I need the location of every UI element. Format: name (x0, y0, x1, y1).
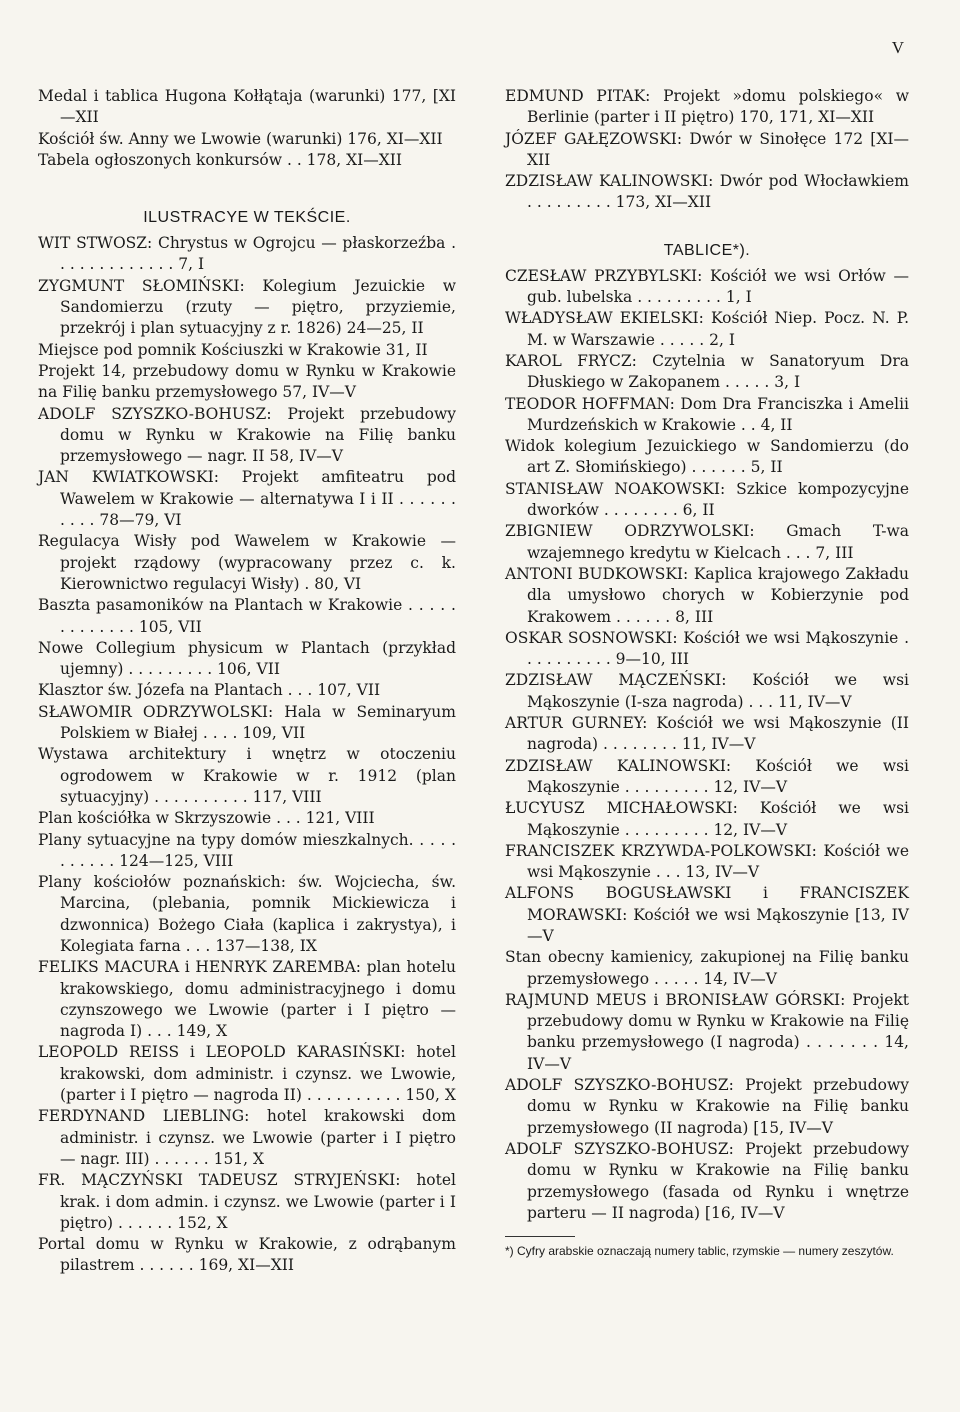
plate-entry: ADOLF SZYSZKO-BOHUSZ: Projekt przebudowy domu w Rynku w Krakowie na Filię banku przemysłowego (II nagroda) [15, IV—V (505, 1076, 909, 1137)
plate-entry: ZBIGNIEW ODRZYWOLSKI: Gmach T-wa wzajemnego kredytu w Kielcach . . . 7, III (505, 522, 909, 562)
plate-entry: KAROL FRYCZ: Czytelnia w Sanatoryum Dra Dłuskiego w Zakopanem . . . . . 3, I (505, 351, 909, 392)
illustration-entry: Miejsce pod pomnik Kościuszki w Krakowie 31, II (38, 340, 428, 359)
illustration-entry: JAN KWIATKOWSKI: Projekt amfiteatru pod Wawelem w Krakowie — alternatywa I i II . . . . . . . . . . 78—79, VI (38, 468, 456, 530)
illustrations-heading: ILUSTRACYE W TEKŚCIE. (143, 209, 351, 227)
illustration-entry: Nowe Collegium physicum w Plantach (przykład ujemny) . . . . . . . . . 106, VII (38, 638, 456, 679)
plate-entry: ALFONS BOGUSŁAWSKI i FRANCISZEK MORAWSKI: Kościół we wsi Mąkoszynie [13, IV—V (505, 884, 909, 945)
illustration-entry: JÓZEF GAŁĘZOWSKI: Dwór w Sinołęce 172 [XI—XII (505, 129, 909, 169)
illustration-entry: Baszta pasamoników na Plantach w Krakowie . . . . . . . . . . . . . 105, VII (38, 596, 456, 636)
illustration-entry: Plany sytuacyjne na typy domów mieszkalnych. . . . . . . . . . . 124—125, VIII (38, 830, 456, 870)
illustration-entry: FR. MĄCZYŃSKI TADEUSZ STRYJEŃSKI: hotel krak. i dom admin. i czynsz. we Lwowie (parter i I piętro) . . . . . . 152, X (38, 1171, 456, 1232)
plates-heading: TABLICE*). (663, 241, 751, 259)
illustration-entry: Portal domu w Rynku w Krakowie, z odrąbanym pilastrem . . . . . . 169, XI—XII (38, 1235, 456, 1275)
footnote: *) Cyfry arabskie oznaczają numery tablic, rzymskie — numery zeszytów. (505, 1244, 894, 1259)
index-entry: Kościół św. Anny we Lwowie (warunki) 176, XI—XII (38, 129, 443, 148)
plate-entry: ADOLF SZYSZKO-BOHUSZ: Projekt przebudowy domu w Rynku w Krakowie na Filię banku przemysłowego (fasada od Rynku i wnętrze parteru — II nagroda) [16, IV—V (505, 1139, 909, 1222)
plate-entry: STANISŁAW NOAKOWSKI: Szkice kompozycyjne dworków . . . . . . . . 6, II (505, 479, 909, 520)
illustration-entry: EDMUND PITAK: Projekt »domu polskiego« w Berlinie (parter i II piętro) 170, 171, XI—XII (505, 87, 909, 127)
plate-entry: ŁUCYUSZ MICHAŁOWSKI: Kościół we wsi Mąkoszynie . . . . . . . . . 12, IV—V (505, 799, 909, 839)
plate-entry: CZESŁAW PRZYBYLSKI: Kościół we wsi Orłów — gub. lubelska . . . . . . . . . 1, I (505, 266, 909, 307)
index-entry: Medal i tablica Hugona Kołłątaja (warunki) 177, [XI—XII (38, 87, 456, 127)
plate-entry: Stan obecny kamienicy, zakupionej na Filię banku przemysłowego . . . . . 14, IV—V (505, 948, 909, 988)
illustration-entry: LEOPOLD REISS i LEOPOLD KARASIŃSKI: hotel krakowski, dom administr. i czynsz. we Lwowie, (parter i I piętro — nagroda II) . . . . . . . . . . 150, X (38, 1043, 456, 1105)
plate-entry: ANTONI BUDKOWSKI: Kaplica krajowego Zakładu dla umysłowo chorych w Kobierzynie pod Krakowem . . . . . . 8, III (505, 564, 909, 626)
illustration-entry: SŁAWOMIR ODRZYWOLSKI: Hala w Seminaryum Polskiem w Białej . . . . 109, VII (38, 702, 456, 743)
left-column (38, 86, 456, 1277)
illustration-entry: ZDZISŁAW KALINOWSKI: Dwór pod Włocławkiem . . . . . . . . . 173, XI—XII (505, 172, 909, 212)
illustration-entry: Plan kościółka w Skrzyszowie . . . 121, VIII (38, 809, 375, 828)
plate-entry: TEODOR HOFFMAN: Dom Dra Franciszka i Amelii Murdzeńskich w Krakowie . . 4, II (505, 394, 909, 434)
plate-entry: FRANCISZEK KRZYWDA-POLKOWSKI: Kościół we wsi Mąkoszynie . . . 13, IV—V (505, 841, 909, 882)
page-number: V (891, 38, 904, 57)
illustration-entry: FELIKS MACURA i HENRYK ZAREMBA: plan hotelu krakowskiego, domu administracyjnego i domu czynszowego we Lwowie (parter i I piętro — nagroda I) . . . 149, X (38, 958, 456, 1041)
illustration-entry: Regulacya Wisły pod Wawelem w Krakowie — projekt rządowy (wypracowany przez c. k. Kierownictwo regulacyi Wisły) . 80, VI (38, 532, 456, 593)
right-column (505, 86, 909, 1259)
plate-entry: ZDZISŁAW MĄCZEŃSKI: Kościół we wsi Mąkoszynie (I-sza nagroda) . . . 11, IV—V (505, 671, 909, 711)
plate-entry: RAJMUND MEUS i BRONISŁAW GÓRSKI: Projekt przebudowy domu w Rynku w Krakowie na Filię banku przemysłowego (I nagroda) . . . . . . . 14, IV—V (505, 990, 909, 1073)
index-entry: Tabela ogłoszonych konkursów . . 178, XI—XII (38, 150, 403, 169)
plate-entry: ZDZISŁAW KALINOWSKI: Kościół we wsi Mąkoszynie . . . . . . . . . 12, IV—V (505, 756, 909, 796)
footnote-divider (505, 1236, 575, 1237)
plate-entry: ARTUR GURNEY: Kościół we wsi Mąkoszynie (II nagroda) . . . . . . . . 11, IV—V (505, 714, 909, 754)
illustration-entry: FERDYNAND LIEBLING: hotel krakowski dom administr. i czynsz. we Lwowie (parter i I piętro — nagr. III) . . . . . . 151, X (38, 1107, 456, 1168)
illustration-entry: WIT STWOSZ: Chrystus w Ogrojcu — płaskorzeźba . . . . . . . . . . . . . 7, I (38, 234, 456, 274)
illustration-entry: Klasztor św. Józefa na Plantach . . . 107, VII (38, 681, 381, 700)
plate-entry: Widok kolegium Jezuickiego w Sandomierzu (do art Z. Słomińskiego) . . . . . . 5, II (505, 437, 909, 477)
illustration-entry: ZYGMUNT SŁOMIŃSKI: Kolegium Jezuickie w Sandomierzu (rzuty — piętro, przyziemie, przekrój i plan sytuacyjny z r. 1826) 24—25, II (38, 276, 456, 338)
illustration-entry: Wystawa architektury i wnętrz w otoczeniu ogrodowem w Krakowie w r. 1912 (plan sytuacyjny) . . . . . . . . . . 117, VIII (38, 745, 456, 806)
plate-entry: OSKAR SOSNOWSKI: Kościół we wsi Mąkoszynie . . . . . . . . . . 9—10, III (505, 628, 909, 669)
illustration-entry: Projekt 14, przebudowy domu w Rynku w Krakowie na Filię banku przemysłowego 57, IV—V (38, 361, 456, 402)
plate-entry: WŁADYSŁAW EKIELSKI: Kościół Niep. Pocz. N. P. M. w Warszawie . . . . . 2, I (505, 309, 909, 349)
illustration-entry: ADOLF SZYSZKO-BOHUSZ: Projekt przebudowy domu w Rynku w Krakowie na Filię banku przemysłowego — nagr. II 58, IV—V (38, 404, 456, 466)
illustration-entry: Plany kościołów poznańskich: św. Wojciecha, św. Marcina, (plebania, pomnik Mickiewicza i dzwonnica) Bożego Ciała (kaplica i zakrystya), i Kolegiata farna . . . 137—138, IX (38, 873, 456, 955)
